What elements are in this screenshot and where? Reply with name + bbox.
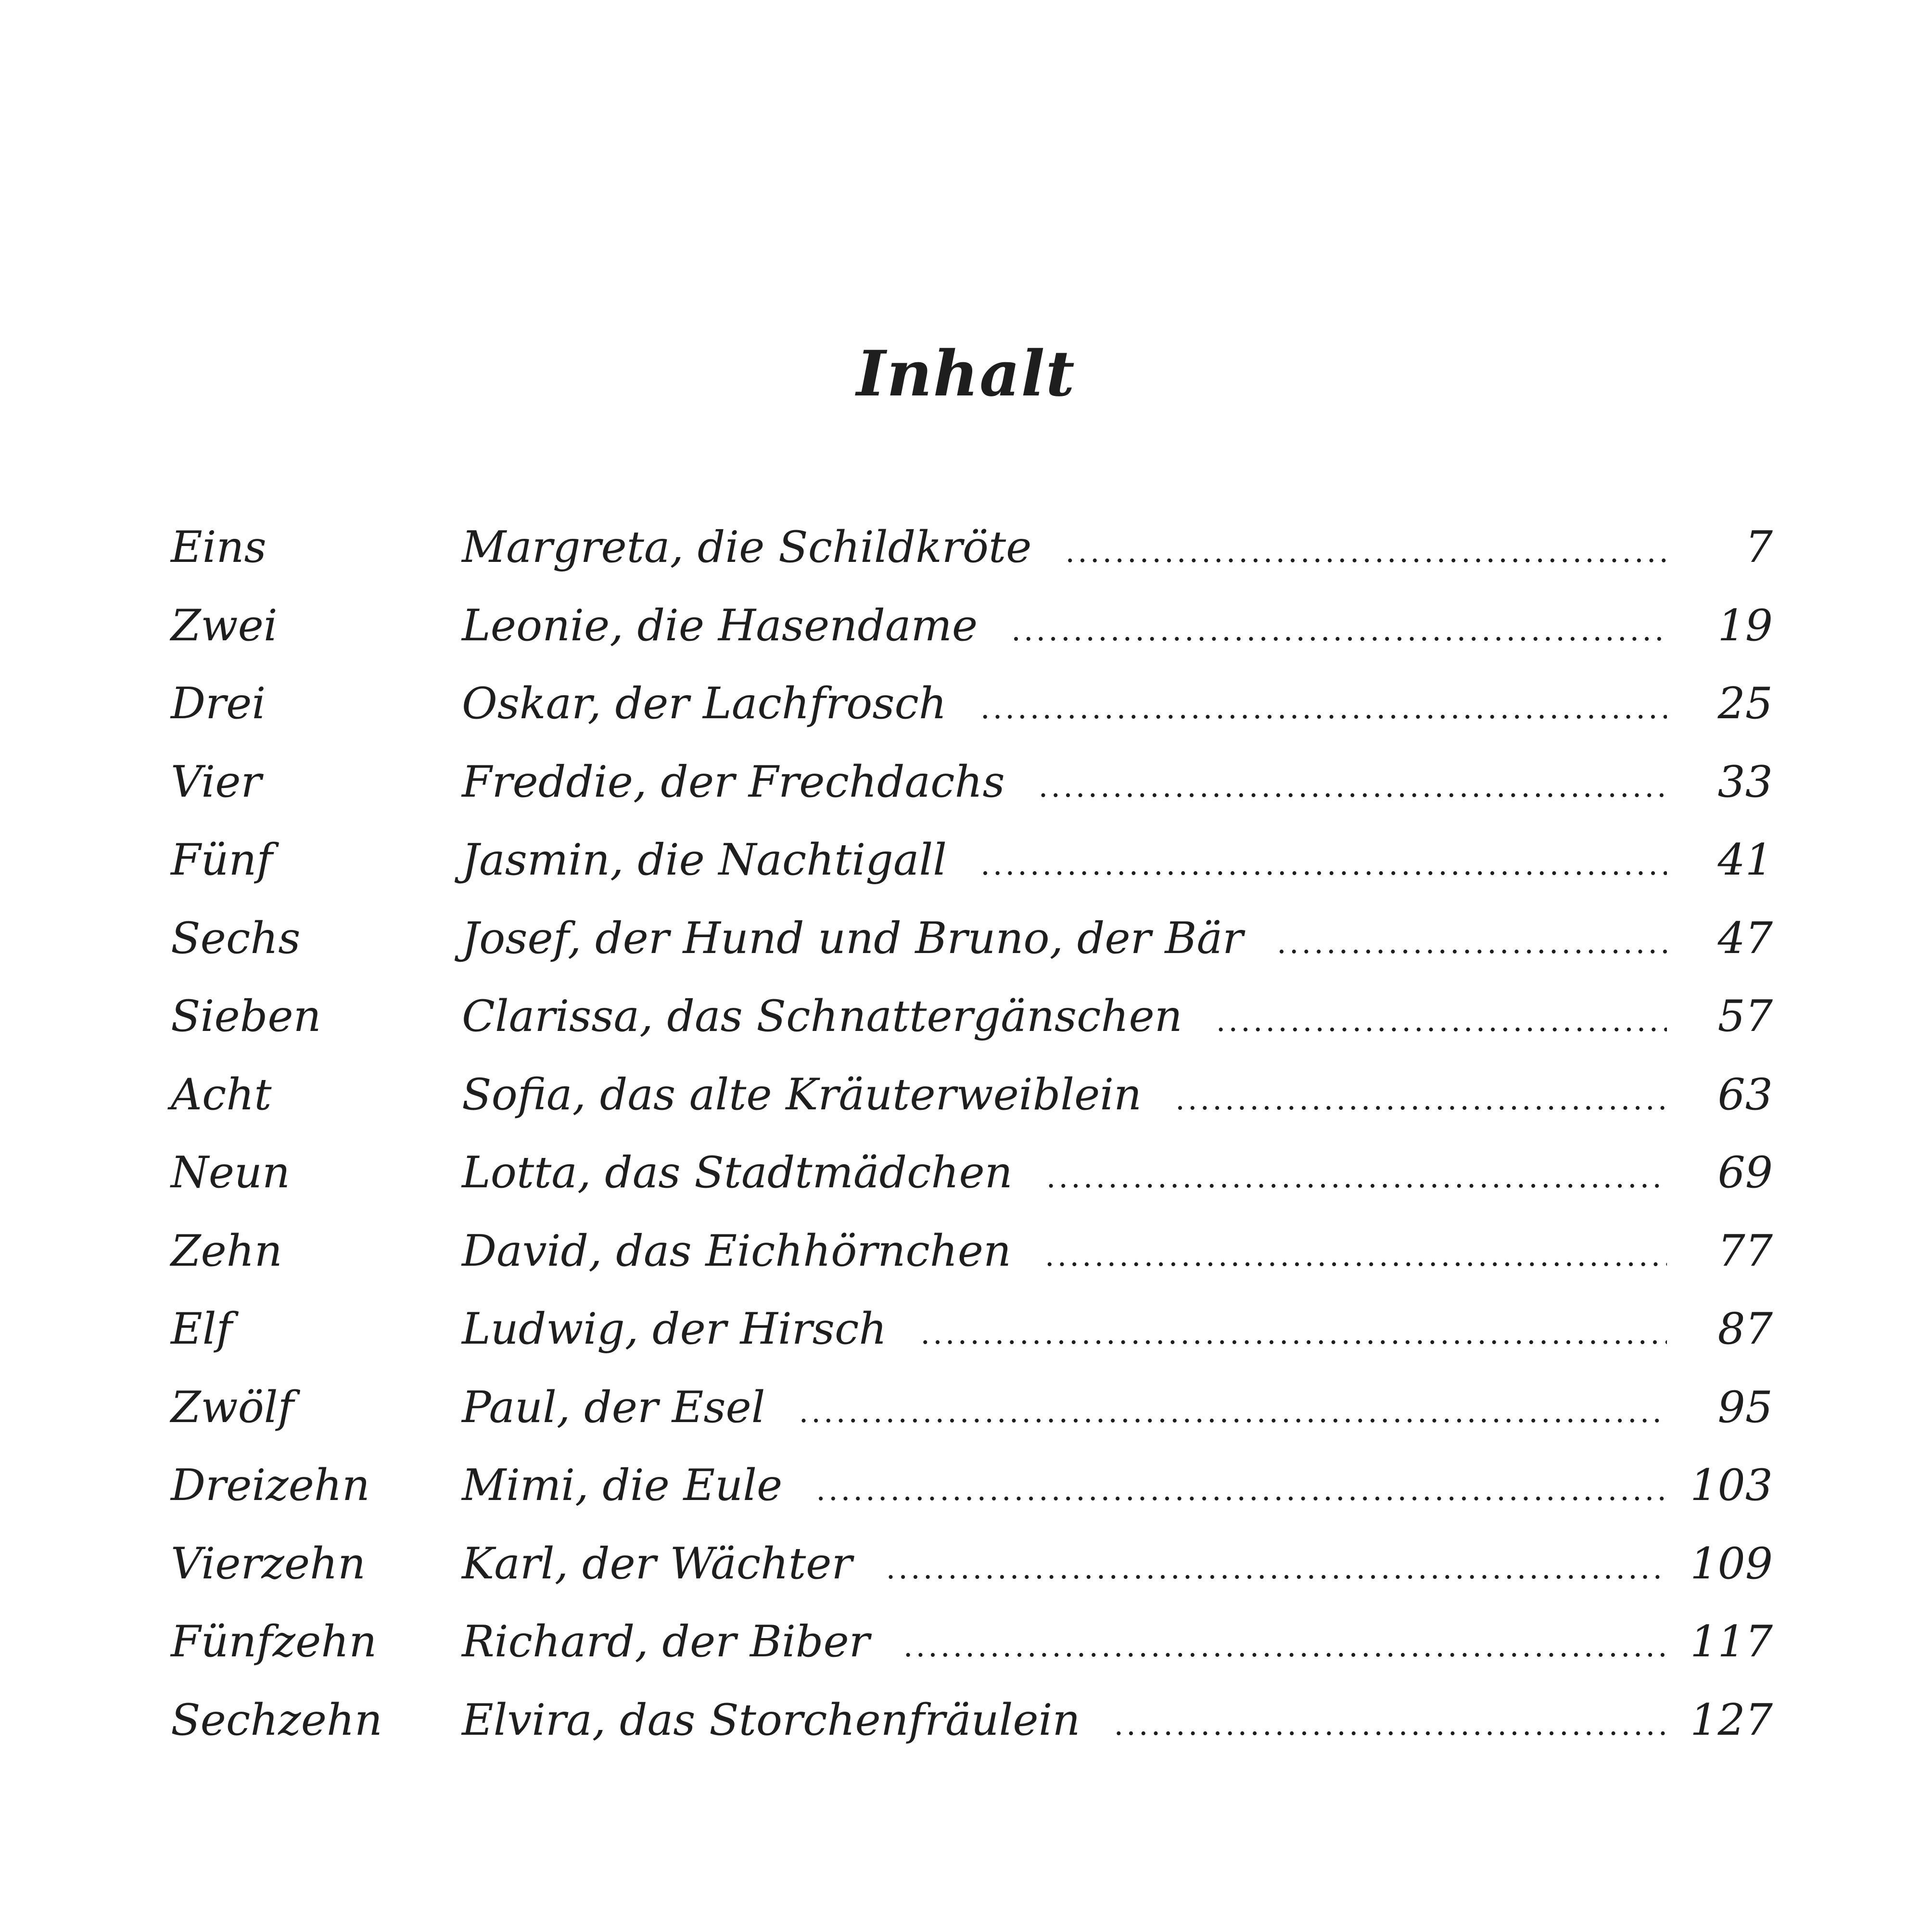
- page-number: 103: [1690, 1460, 1773, 1511]
- toc-entry: [171, 1382, 1773, 1461]
- chapter-title: Josef, der Hund und Bruno, der Bär: [462, 913, 1244, 964]
- toc-entry: [171, 1304, 1773, 1382]
- toc-entry: [171, 835, 1773, 913]
- dot-leader: [903, 1628, 1666, 1664]
- chapter-number: Eins: [171, 522, 267, 572]
- chapter-number: Vier: [171, 756, 262, 807]
- toc-entry: [171, 600, 1773, 679]
- page-number: 109: [1690, 1538, 1773, 1589]
- toc-entry: [171, 1226, 1773, 1304]
- chapter-title: Freddie, der Frechdachs: [462, 756, 1005, 807]
- dot-leader: [799, 1394, 1667, 1429]
- chapter-number: Drei: [171, 678, 266, 729]
- toc-entry: [171, 1460, 1773, 1538]
- toc-entry: [171, 991, 1773, 1069]
- page-number: 7: [1745, 522, 1773, 572]
- chapter-title: Lotta, das Stadtmädchen: [462, 1147, 1013, 1198]
- chapter-number: Sieben: [171, 991, 321, 1042]
- page-number: 95: [1717, 1382, 1773, 1433]
- page-number: 87: [1717, 1304, 1773, 1354]
- dot-leader: [980, 847, 1667, 882]
- chapter-number: Vierzehn: [171, 1538, 366, 1589]
- dot-leader: [886, 1551, 1666, 1586]
- chapter-number: Fünfzehn: [171, 1616, 377, 1667]
- chapter-title: Ludwig, der Hirsch: [462, 1304, 887, 1354]
- toc-entry: [171, 1616, 1773, 1695]
- toc-entry: [171, 1069, 1773, 1148]
- chapter-title: Sofia, das alte Kräuterweiblein: [462, 1069, 1142, 1120]
- dot-leader: [1039, 769, 1667, 804]
- toc-entry: [171, 678, 1773, 757]
- chapter-title: Margreta, die Schildkröte: [462, 522, 1032, 572]
- page-number: 127: [1690, 1694, 1773, 1745]
- page-number: 47: [1717, 913, 1773, 964]
- chapter-title: Mimi, die Eule: [462, 1460, 783, 1511]
- dot-leader: [1114, 1707, 1666, 1742]
- toc-entry: [171, 522, 1773, 600]
- chapter-title: Richard, der Biber: [462, 1616, 870, 1667]
- dot-leader: [1216, 1003, 1667, 1038]
- page-number: 69: [1717, 1147, 1773, 1198]
- page-number: 33: [1717, 756, 1773, 807]
- dot-leader: [1011, 612, 1667, 648]
- chapter-number: Acht: [171, 1069, 272, 1120]
- dot-leader: [1046, 1159, 1667, 1195]
- chapter-number: Zwölf: [171, 1382, 294, 1433]
- table-of-contents: [171, 522, 1773, 1773]
- toc-entry: [171, 1147, 1773, 1226]
- chapter-number: Sechs: [171, 913, 301, 964]
- chapter-title: Clarissa, das Schnattergänschen: [462, 991, 1182, 1042]
- toc-entry: [171, 1538, 1773, 1617]
- dot-leader: [1277, 925, 1667, 960]
- dot-leader: [1065, 534, 1667, 569]
- chapter-number: Zwei: [171, 600, 278, 651]
- chapter-title: Paul, der Esel: [462, 1382, 765, 1433]
- dot-leader: [816, 1472, 1666, 1507]
- toc-entry: [171, 757, 1773, 835]
- page-number: 63: [1717, 1069, 1773, 1120]
- chapter-title: Elvira, das Storchenfräulein: [462, 1694, 1080, 1745]
- chapter-number: Zehn: [171, 1225, 282, 1276]
- chapter-title: Oskar, der Lachfrosch: [462, 678, 947, 729]
- page-number: 41: [1717, 835, 1773, 885]
- chapter-title: Leonie, die Hasendame: [462, 600, 978, 651]
- page-number: 117: [1690, 1616, 1773, 1667]
- toc-entry: [171, 913, 1773, 991]
- chapter-title: Karl, der Wächter: [462, 1538, 852, 1589]
- chapter-number: Dreizehn: [171, 1460, 370, 1511]
- dot-leader: [980, 690, 1667, 725]
- chapter-number: Sechzehn: [171, 1694, 382, 1745]
- chapter-number: Fünf: [171, 835, 273, 885]
- page-number: 57: [1717, 991, 1773, 1042]
- dot-leader: [1045, 1238, 1667, 1273]
- chapter-number: Elf: [171, 1304, 232, 1354]
- dot-leader: [920, 1316, 1667, 1351]
- chapter-title: Jasmin, die Nachtigall: [462, 835, 947, 885]
- chapter-title: David, das Eichhörnchen: [462, 1225, 1011, 1276]
- toc-entry: [171, 1695, 1773, 1773]
- dot-leader: [1175, 1081, 1667, 1117]
- page-title: Inhalt: [856, 337, 1076, 410]
- page-number: 77: [1717, 1225, 1773, 1276]
- chapter-number: Neun: [171, 1147, 290, 1198]
- page-number: 25: [1717, 678, 1773, 729]
- page-number: 19: [1717, 600, 1773, 651]
